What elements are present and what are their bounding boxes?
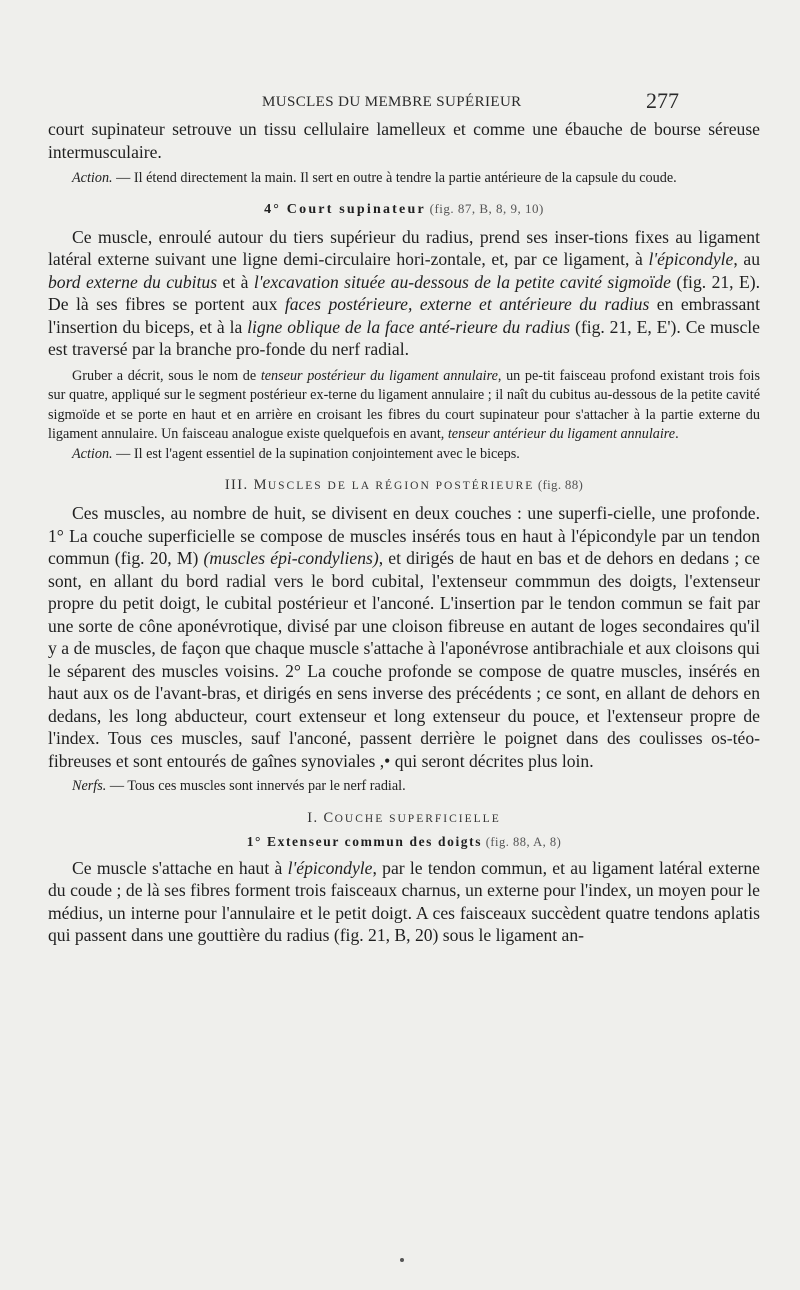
italic-term: ligne oblique de la face anté-rieure du radius: [247, 316, 571, 337]
heading-court-supinateur: [48, 201, 760, 218]
heading-number: III.: [224, 477, 254, 493]
paragraph-extenseur-commun: [48, 857, 760, 947]
paragraph-region-posterieure: [48, 502, 760, 772]
heading-title: 4° Court supinateur: [264, 201, 426, 217]
text-run: , par le tendon commun, et au ligament latéral externe du coude ; de là ses fibres forment trois faisceaux charnus, un externe pour l'index, un moyen pour le médius, un interne pour l'annulaire et le petit doigt. A ces faisceaux succèdent quatre tendons aplatis qui passent dans une gouttière du radius (fig. 21, B, 20) sous le ligament an-: [48, 857, 760, 945]
italic-term: tenseur postérieur du ligament annulaire: [260, 367, 498, 384]
italic-term: (muscles épi-condyliens): [203, 548, 379, 568]
heading-figure-ref: (fig. 87, B, 8, 9, 10): [425, 200, 544, 216]
italic-term: faces postérieure, externe et antérieure du radius: [284, 294, 650, 314]
paragraph-gruber: [48, 367, 760, 445]
italic-term: l'excavation située au-dessous de la petite cavité sigmoïde: [253, 271, 671, 292]
heading-figure-ref: (fig. 88): [534, 477, 584, 492]
paragraph-court-supinateur: [48, 226, 760, 361]
text-run: Gruber a décrit, sous le nom de: [72, 367, 261, 384]
italic-term: l'épicondyle: [287, 857, 373, 878]
text-run: (fig. 21, E). De là ses fibres se portent aux: [48, 271, 761, 314]
text-run: en embrassant l'insertion du biceps, et à la: [48, 294, 760, 337]
action-text: — Il est l'agent essentiel de la supination conjointement avec le biceps.: [112, 445, 520, 462]
heading-smallcaps: USCLES DE LA RÉGION POSTÉRIEURE: [267, 480, 535, 492]
text-run: et à: [217, 271, 254, 292]
text-run: .: [675, 426, 679, 442]
nerfs-label: Nerfs.: [72, 778, 107, 794]
heading-figure-ref: (fig. 88, A, 8): [482, 834, 562, 849]
heading-smallcaps: OUCHE SUPERFICIELLE: [334, 812, 501, 825]
heading-couche-superficielle: [48, 810, 760, 827]
italic-term: bord externe du cubitus: [48, 271, 218, 292]
body-text: [48, 118, 760, 947]
heading-title: 1° Extenseur commun des doigts: [246, 833, 483, 849]
text-run: Ce muscle s'attache en haut à: [72, 857, 288, 878]
heading-initial: M: [253, 477, 268, 493]
text-run: Ce muscle, enroulé autour du tiers supérieur du radius, prend ses inser-tions fixes au ligament latéral externe suivant une ligne demi-circulaire hori-zontale, et, par ce ligament, à: [48, 226, 760, 269]
text-run: , un pe-tit faisceau profond existant trois fois sur quatre, appliqué sur le segment postérieur ex-terne du ligament annulaire ; il naît du cubitus au-dessous de la petite cavité sigmoïde et se porte en haut et en arrière en croisant les fibres du court supinateur pour s'attacher à la partie externe du ligament annulaire. Un faisceau analogue existe quelquefois en avant,: [48, 367, 761, 442]
heading-extenseur-commun: [48, 834, 760, 850]
paragraph-continuation: court supinateur setrouve un tissu cellulaire lamelleux et comme une ébauche de bourse séreuse intermusculaire.: [48, 119, 760, 162]
italic-term: tenseur antérieur du ligament annulaire: [447, 426, 676, 442]
page-number: 277: [646, 88, 679, 113]
text-run: , au: [733, 249, 760, 269]
ink-speck: [400, 1258, 404, 1262]
action-label: Action.: [72, 170, 113, 186]
text-run: Ces muscles, au nombre de huit, se divisent en deux couches : une superfi-cielle, une profonde. 1° La couche superficielle se compose de muscles insérés tous en haut à l'épicondyle par un tendon commun (fig. 20, M): [48, 503, 760, 568]
action-text: — Il étend directement la main. Il sert en outre à tendre la partie antérieure de la capsule du coude.: [112, 170, 677, 186]
paragraph-action-1: [48, 169, 760, 189]
text-run: , et dirigés de haut en bas et de dehors en dedans ; ce sont, en allant du bord radial vers le bord cubital, l'extenseur commmun des doigts, l'extenseur propre du petit doigt, le cubital postérieur et l'anconé. L'insertion par le tendon commun se fait par une sorte de cône aponévrotique, divisé par une cloison fibreuse en autant de loges secondaires qu'il y a de muscles, de façon que chaque muscle s'attache à l'aponévrose antibrachiale et aux cloisons qui le séparent des muscles voisins. 2° La couche profonde se compose de quatre muscles, insérés en haut aux os de l'avant-bras, et dirigés en sens inverse des précédents ; ce sont, en allant de dehors en dedans, les long abducteur, court extenseur et long extenseur du pouce, et l'extenseur propre de l'index. Tous ces muscles, sauf l'anconé, passent derrière le poignet dans des coulisses os-téo-fibreuses et sont entourés de gaînes synoviales ,• qui seront décrites plus loin.: [48, 548, 760, 771]
action-label: Action.: [72, 445, 113, 462]
heading-number: I.: [307, 809, 324, 826]
heading-initial: C: [323, 809, 335, 826]
running-title: MUSCLES DU MEMBRE SUPÉRIEUR: [262, 94, 522, 110]
paragraph-nerfs: [48, 777, 760, 797]
heading-region-posterieure: [48, 477, 760, 494]
text-run: (fig. 21, E, E'). Ce muscle est traversé par la branche pro-fonde du nerf radial.: [48, 316, 760, 359]
paragraph-action-2: [48, 445, 760, 465]
nerfs-text: — Tous ces muscles sont innervés par le nerf radial.: [106, 778, 406, 794]
italic-term: l'épicondyle: [648, 249, 734, 269]
running-head: [0, 88, 800, 118]
